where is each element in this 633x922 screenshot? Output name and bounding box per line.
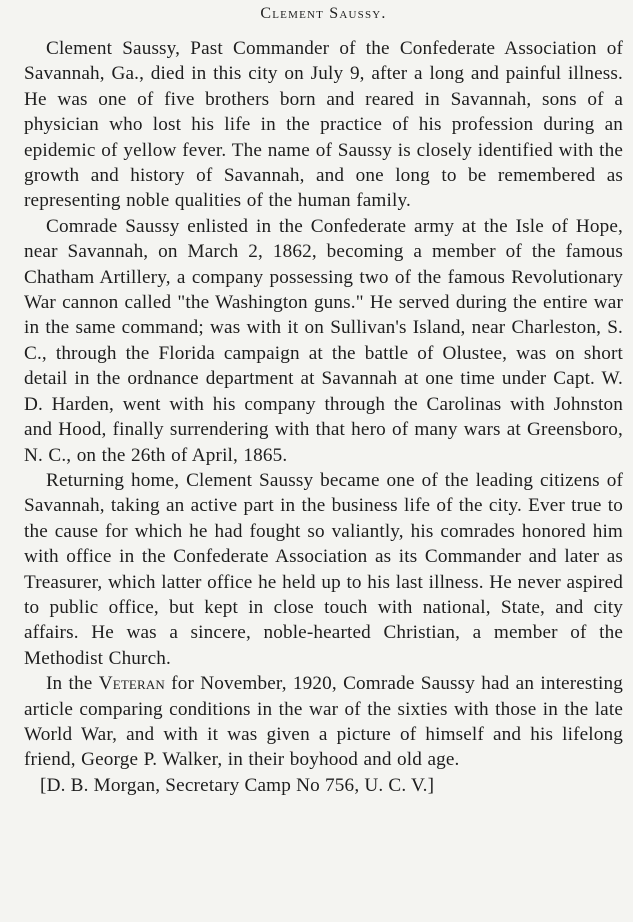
veteran-article-text: for November, 1920, Comrade Saussy had an interesting article comparing conditions in the war of the sixties with those in the late World War, and with it was given a picture of himself and his lifelong friend, George P. Walker, in their boyhood and old age. [24,673,623,771]
article-title: Clement Saussy. [260,5,387,22]
paragraph-death-notice: Clement Saussy, Past Commander of the Confederate Association of Savannah, Ga., died in this city on July 9, after a long and painful illness. He was one of five brothers born and reared in Savannah, sons of a physician who lost his life in the practice of his profession during an epidemic of yellow fever. The name of Saussy is closely identified with the growth and history of Savannah, and one long to be remembered as representing noble qualities of the human family. [24,38,623,212]
paragraph-veteran-article [24,671,623,773]
paragraph-military-service: Comrade Saussy enlisted in the Confederate army at the Isle of Hope, near Savannah, on March 2, 1862, becoming a member of the famous Chatham Artillery, a company possessing two of the famous Revolutionary War cannon called "the Washington guns." He served during the entire war in the same command; was with it on Sullivan's Island, near Charleston, S. C., through the Florida campaign at the battle of Olustee, was on short detail in the ordnance department at Savannah at one time under Capt. W. D. Harden, went with his company through the Carolinas with Johnston and Hood, finally surrendering with that hero of many wars at Greensboro, N. C., on the 26th of April, 1865. [24,215,623,466]
veteran-publication-name: Veteran [98,673,165,695]
author-signature: [D. B. Morgan, Secretary Camp No 756, U. C. V.] [40,774,435,796]
paragraph-civic-life: Returning home, Clement Saussy became one of the leading citizens of Savannah, taking an active part in the business life of the city. Ever true to the cause for which he had fought so valiantly, his comrades honored him with office in the Confederate Association as its Commander and later as Treasurer, which latter office he held up to his last illness. He never aspired to public office, but kept in close touch with national, State, and city affairs. He was a sincere, noble-hearted Christian, a member of the Methodist Church. [24,469,623,669]
veteran-intro-text: In the [46,673,99,695]
